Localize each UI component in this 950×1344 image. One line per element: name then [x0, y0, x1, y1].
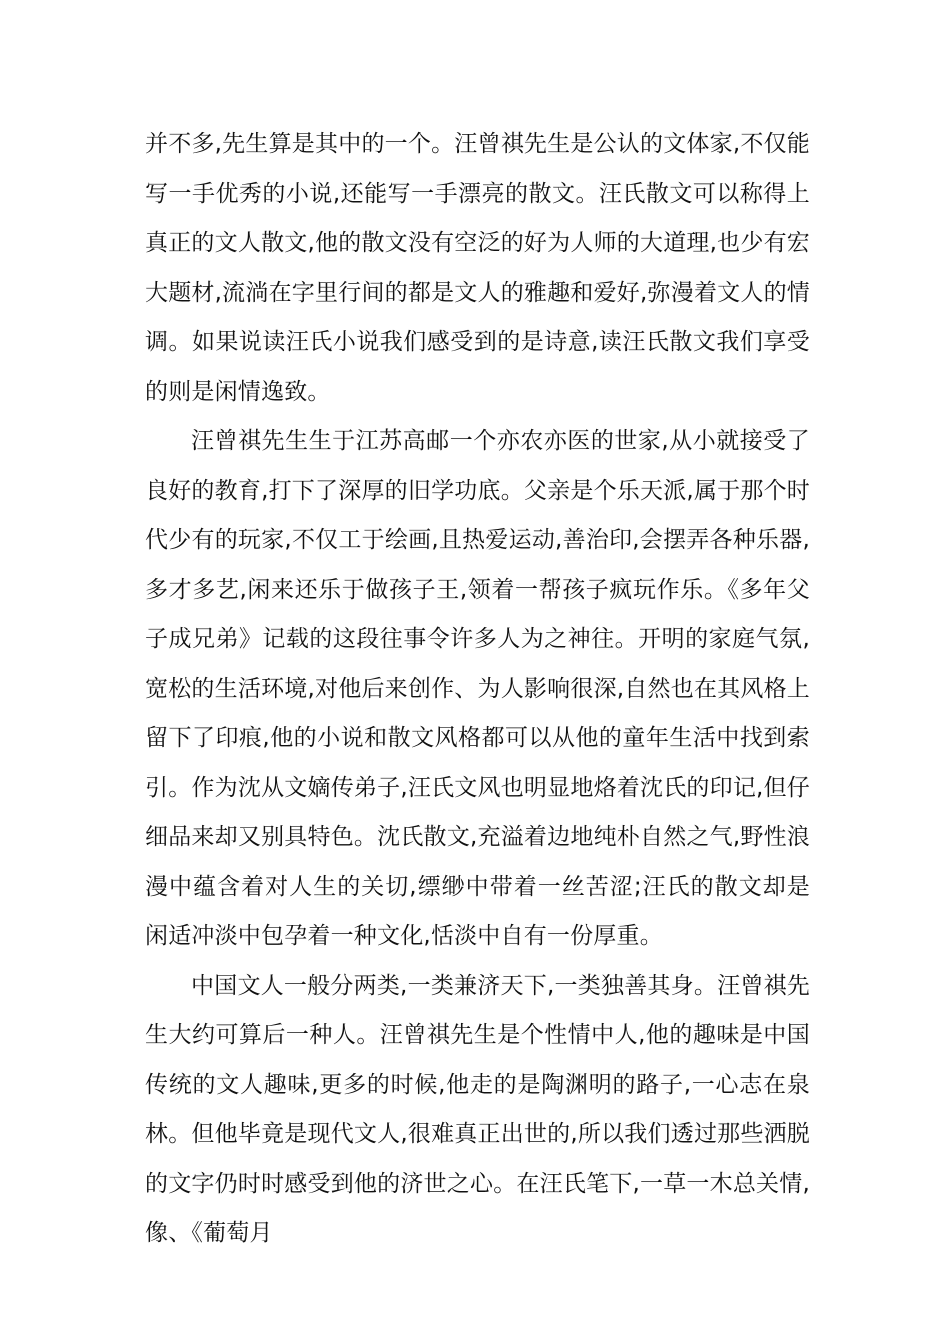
paragraph-1: 并不多,先生算是其中的一个。汪曾祺先生是公认的文体家,不仅能写一手优秀的小说,还能写一手漂亮的散文。汪氏散文可以称得上真正的文人散文,他的散文没有空泛的好为人师的大道理,也少有宏大题材,流淌在字里行间的都是文人的雅趣和爱好,弥漫着文人的情调。如果说读汪氏小说我们感受到的是诗意,读汪氏散文我们享受的则是闲情逸致。	[145, 131, 810, 405]
paragraph-3: 中国文人一般分两类,一类兼济天下,一类独善其身。汪曾祺先生大约可算后一种人。汪曾祺先生是个性情中人,他的趣味是中国传统的文人趣味,更多的时候,他走的是陶渊明的路子,一心志在泉林。但他毕竟是现代文人,很难真正出世的,所以我们透过那些洒脱的文字仍时时感受到他的济世之心。在汪氏笔下,一草一木总关情,像、《葡萄月	[145, 972, 810, 1246]
body-text	[145, 120, 810, 1259]
paragraph-2: 汪曾祺先生生于江苏高邮一个亦农亦医的世家,从小就接受了良好的教育,打下了深厚的旧学功底。父亲是个乐天派,属于那个时代少有的玩家,不仅工于绘画,且热爱运动,善治印,会摆弄各种乐器,多才多艺,闲来还乐于做孩子王,领着一帮孩子疯玩作乐。《多年父子成兄弟》记载的这段往事令许多人为之神往。开明的家庭气氛,宽松的生活环境,对他后来创作、为人影响很深,自然也在其风格上留下了印痕,他的小说和散文风格都可以从他的童年生活中找到索引。作为沈从文嫡传弟子,汪氏文风也明显地烙着沈氏的印记,但仔细品来却又别具特色。沈氏散文,充溢着边地纯朴自然之气,野性浪漫中蕴含着对人生的关切,缥缈中带着一丝苦涩;汪氏的散文却是闲适冲淡中包孕着一种文化,恬淡中自有一份厚重。	[145, 428, 810, 949]
